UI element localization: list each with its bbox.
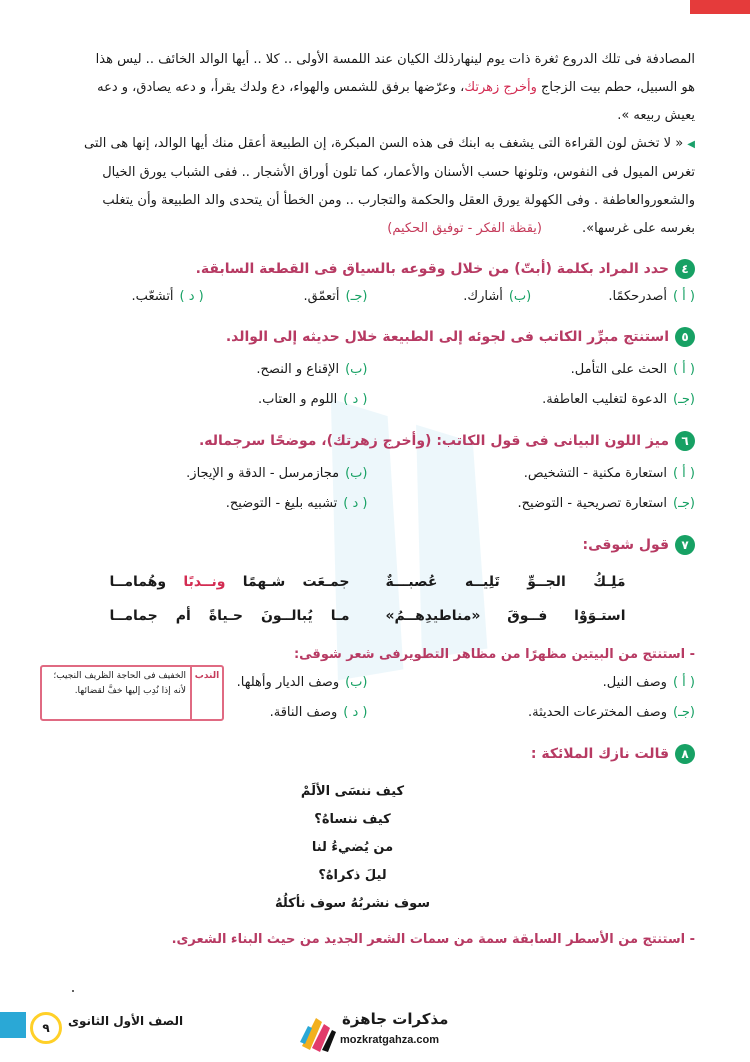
- option-a[interactable]: ( أ )أصدرحكمًا.: [608, 289, 695, 304]
- question-6-options: [40, 459, 695, 519]
- option-d[interactable]: ( د )وصف الناقة.: [269, 705, 368, 720]
- question-7: [40, 533, 695, 557]
- question-6: [40, 429, 695, 453]
- question-8-subtext: - استنتج من الأسطر السابقة سمة من سمات الشعر الجديد من حيث البناء الشعرى.: [171, 932, 695, 947]
- passage-line: المصادفة فى تلك الدروع ثغرة ذات يوم لينهارذلك الكيان عند اللمسة الأولى .. كلا .. أيها الوالد الخائف .. ليس هذا: [95, 52, 695, 67]
- passage-line: ◀ « لا تخش لون القراءة التى يشغف به ابنك فى هذه السن المبكرة، إن الطبيعة أعقل منك أيها الوالد، إنها هى التى: [84, 136, 695, 151]
- verse-hemistich: مـا يُبالــونَ حـياةً أم جمامــا: [109, 608, 350, 624]
- brand-logo: [298, 1010, 498, 1054]
- page-number: ٩: [30, 1012, 62, 1044]
- footer: [0, 1000, 750, 1062]
- question-5: [40, 325, 695, 349]
- passage-line: بغرسه على غرسها».(يقظة الفكر - توفيق الحكيم): [387, 221, 695, 236]
- brand-name: مذكرات جاهزة: [342, 1010, 449, 1028]
- passage-line: والشعوروالعاطفة . وفى الكهولة يورق العقل والحكمة والتجارب .. ومن الخطأ أن يتحدى والد الطبيعة وأن يتغلب: [102, 193, 695, 208]
- brand-mark-icon: [298, 1012, 338, 1052]
- question-number: ٨: [675, 744, 695, 764]
- question-number: ٧: [675, 535, 695, 555]
- question-text: قول شوقى:: [582, 537, 669, 553]
- question-text: ميز اللون البيانى فى قول الكاتب: (وأخرج زهرتك)، موضحًا سرجماله.: [198, 433, 669, 449]
- poem-line: من يُضيءُ لنا: [311, 840, 394, 855]
- question-number: ٥: [675, 327, 695, 347]
- option-c[interactable]: (جـ)استعارة تصريحية - التوضيح.: [517, 496, 695, 511]
- question-7-subtext: - استنتج من البيتين مظهرًا من مظاهر التطويرفى شعر شوقى:: [293, 647, 695, 662]
- question-text: استنتج مبرِّر الكاتب فى لجوئه إلى الطبيعة خلال حديثه إلى الوالد.: [225, 329, 669, 345]
- question-4: [40, 257, 695, 281]
- highlight-phrase: وأخرج زهرتك: [464, 80, 537, 95]
- option-c[interactable]: (جـ)وصف المخترعات الحديثة.: [527, 705, 695, 720]
- option-a[interactable]: ( أ )وصف النيل.: [602, 675, 695, 690]
- option-b[interactable]: (ب)وصف الديار وأهلها.: [236, 675, 368, 690]
- highlight-word: ونــدبًا: [183, 574, 226, 590]
- divider-dot: [72, 990, 74, 992]
- option-b[interactable]: (ب)الإقناع و النصح.: [256, 362, 368, 377]
- question-number: ٤: [675, 259, 695, 279]
- passage-line: تغرس الميول فى النفوس، وتلونها حسب الأسنان والأعمار، كما تلون أوراق الأشجار .. ففى الشباب يورق الخيال: [102, 165, 695, 180]
- note-definition: الخفيف فى الحاجة الظريف النجيب؛ لأنه إذا نُدِب إليها خفَّ لقضائها.: [53, 671, 186, 696]
- brand-url[interactable]: mozkratgahza.com: [340, 1034, 440, 1046]
- page-tab: [0, 1012, 26, 1038]
- grade-label: الصف الأول الثانوى: [68, 1014, 184, 1028]
- question-text: حدد المراد بكلمة (أبتّ) من خلال وقوعه بالسياق فى القطعة السابقة.: [195, 261, 669, 277]
- note-term: الندب: [190, 667, 222, 719]
- option-a[interactable]: ( أ )الحث على التأمل.: [570, 362, 695, 377]
- verse-2: [40, 599, 695, 633]
- vocabulary-note-box: [40, 665, 224, 721]
- question-text: قالت نازك الملائكة :: [530, 746, 669, 762]
- option-b[interactable]: (ب)أشارك.: [463, 289, 532, 304]
- option-c[interactable]: (جـ)الدعوة لتغليب العاطفة.: [542, 392, 695, 407]
- option-d[interactable]: ( د )أتشعّب.: [131, 289, 204, 304]
- option-d[interactable]: ( د )اللوم و العتاب.: [258, 392, 368, 407]
- passage-line: هو السبيل، حطم بيت الزجاج وأخرج زهرتك، وعرّضها برفق للشمس والهواء، دع ولدك يقرأ، و دعه يصادق، و دعه: [97, 80, 695, 95]
- poem-line: ليلَ ذكراهُ؟: [318, 868, 387, 883]
- poem-line: كيف ننسَى الألَمْ: [300, 784, 405, 799]
- option-d[interactable]: ( د )تشبيه بليغ - التوضيح.: [225, 496, 368, 511]
- question-number: ٦: [675, 431, 695, 451]
- option-b[interactable]: (ب)مجازمرسل - الدقة و الإيجاز.: [186, 466, 368, 481]
- question-8: [40, 742, 695, 766]
- verse-hemistich: مَلِـكُ الجــوِّ تَلِيــه عُصبـــةٌ: [385, 574, 626, 590]
- question-5-options: [40, 355, 695, 415]
- poem-line: كيف ننساهُ؟: [314, 812, 391, 827]
- passage: [40, 46, 695, 243]
- content: [40, 46, 695, 947]
- passage-source: (يقظة الفكر - توفيق الحكيم): [387, 221, 542, 236]
- poem-verses: [40, 565, 695, 633]
- poem-line: سوف نشربُهُ سوف نأكلُهُ: [274, 896, 431, 911]
- verse-hemistich: جمـعَت شـهمًا ونــدبًا وهُمامــا: [109, 574, 350, 590]
- passage-line: يعيش ربيعه ».: [617, 108, 695, 123]
- verse-hemistich: استـوَوْا فــوقَ «مناطيدِهــمُ»: [385, 608, 626, 624]
- triangle-bullet-icon: ◀: [687, 139, 695, 150]
- poem-lines: [40, 778, 695, 918]
- option-a[interactable]: ( أ )استعارة مكنية - التشخيص.: [523, 466, 695, 481]
- top-accent-bar: [690, 0, 750, 14]
- verse-1: [40, 565, 695, 599]
- question-4-options: [40, 289, 695, 311]
- option-c[interactable]: (جـ)أتعمّق.: [303, 289, 368, 304]
